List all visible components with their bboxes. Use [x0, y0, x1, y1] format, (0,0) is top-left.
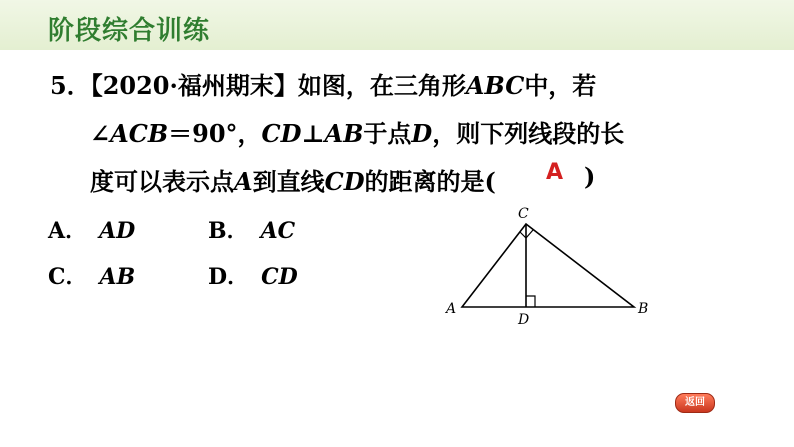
label-c: C	[518, 206, 529, 222]
question-text: 中，若	[524, 71, 597, 100]
option-value: AC	[260, 218, 296, 244]
math-term: ABC	[465, 71, 525, 100]
math-term: A	[234, 167, 253, 196]
triangle-figure	[440, 200, 670, 330]
option-letter: A．	[48, 218, 88, 244]
math-term: AB	[324, 119, 364, 148]
question-line-2	[90, 114, 624, 149]
option-d[interactable]	[208, 260, 298, 291]
label-d: D	[518, 312, 530, 328]
question-text: 到直线	[252, 167, 325, 196]
triangle-abc	[462, 224, 634, 307]
right-angle-mark-d	[526, 296, 535, 307]
option-c[interactable]	[48, 260, 135, 291]
option-letter: C．	[48, 264, 88, 290]
option-value: AB	[99, 264, 136, 290]
header-bar	[0, 0, 794, 50]
option-value: AD	[99, 218, 136, 244]
perp-symbol: ⊥	[301, 119, 325, 148]
math-term: ∠ACB	[90, 119, 169, 148]
question-source: 【2020·福州期末】	[90, 71, 298, 100]
option-a[interactable]	[48, 214, 135, 245]
label-a: A	[446, 301, 457, 317]
question-text: 于点	[363, 119, 412, 148]
math-term: D	[411, 119, 433, 148]
question-text: 的距离的是(	[364, 167, 496, 196]
question-number: 5．	[50, 71, 91, 100]
question-line-3	[90, 162, 496, 197]
question-text: ＝90°，	[168, 119, 262, 148]
question-text: ，则下列线段的长	[432, 119, 625, 148]
math-term: CD	[261, 119, 302, 148]
closing-paren: )	[584, 162, 596, 191]
math-term: CD	[324, 167, 365, 196]
page-title: 阶段综合训练	[48, 16, 211, 46]
answer-text: A	[546, 160, 564, 185]
label-b: B	[638, 301, 649, 317]
question-line-1	[50, 66, 596, 101]
option-b[interactable]	[208, 214, 295, 245]
question-text: 度可以表示点	[90, 167, 234, 196]
question-text: 如图，在三角形	[297, 71, 466, 100]
option-letter: B．	[208, 218, 249, 244]
back-button[interactable]: 返回	[675, 393, 715, 413]
option-letter: D．	[208, 264, 250, 290]
option-value: CD	[261, 264, 298, 290]
